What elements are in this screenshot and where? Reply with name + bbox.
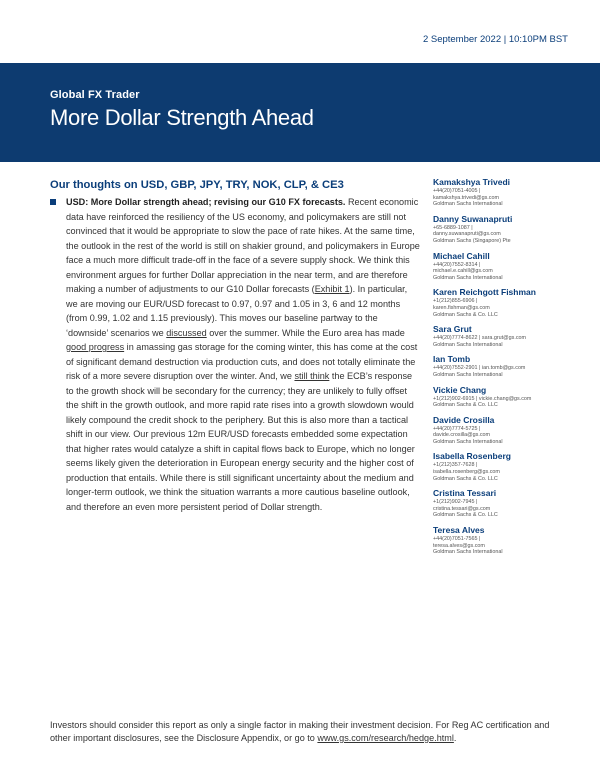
body-text: over the summer. While the Euro area has made xyxy=(206,327,405,338)
author-phone: +65-6889-1087 | xyxy=(433,224,473,231)
footer-end: . xyxy=(453,733,457,743)
author-name: Isabella Rosenberg xyxy=(433,451,511,462)
author-contact[interactable]: +44(20)7774-8622 | sara.grut@gs.com xyxy=(433,335,527,342)
author-entry xyxy=(433,415,593,446)
author-firm: Goldman Sachs & Co. LLC xyxy=(433,311,498,318)
author-name: Ian Tomb xyxy=(433,354,471,365)
author-firm: Goldman Sachs International xyxy=(433,274,503,281)
author-firm: Goldman Sachs International xyxy=(433,371,503,378)
author-email[interactable]: davide.crosilla@gs.com xyxy=(433,432,491,439)
author-name: Teresa Alves xyxy=(433,525,485,536)
author-firm: Goldman Sachs (Singapore) Pte xyxy=(433,237,511,244)
discussed-link[interactable]: discussed xyxy=(166,327,207,338)
author-name: Davide Crosilla xyxy=(433,414,495,425)
author-name: Michael Cahill xyxy=(433,250,490,261)
author-name: Cristina Tessari xyxy=(433,488,497,499)
author-entry xyxy=(433,385,593,409)
publication-series: Global FX Trader xyxy=(50,89,140,101)
author-entry xyxy=(433,324,593,348)
author-firm: Goldman Sachs International xyxy=(433,549,503,556)
good-progress-link[interactable]: good progress xyxy=(66,342,125,352)
author-contact[interactable]: +1(212)902-6915 | vickie.chang@gs.com xyxy=(433,395,532,402)
author-email[interactable]: karen.fishman@gs.com xyxy=(433,304,490,311)
report-title: More Dollar Strength Ahead xyxy=(50,105,314,130)
author-entry xyxy=(433,214,593,245)
author-firm: Goldman Sachs International xyxy=(433,438,503,445)
author-email[interactable]: danny.suwanapruti@gs.com xyxy=(433,231,501,238)
body-text: the ECB’s response to the growth shock will be secondary for the currency; they are unlikely to fully offset the shift in the growth outlook, and more rapid rate rises into a growth slowdown would likely compound the credit shock to the periphery. But this is also more than a tactical shift in our view. Our previous 12m EUR/USD forecasts embedded some expectation that higher rates would catalyze a shift in capital flows back to Europe, which no longer seems likely given the deterioration in European energy security and the higher cost of production that entails. While there is still significant uncertainty about the medium and longer-term outlook, we think the situation warrants a more cautious baseline outlook, and therefore an even more persistent period of Dollar strength. xyxy=(66,371,415,512)
author-firm: Goldman Sachs International xyxy=(433,341,503,348)
bullet-square-icon xyxy=(50,199,56,205)
author-entry xyxy=(433,451,593,482)
author-firm: Goldman Sachs International xyxy=(433,201,503,208)
author-name: Danny Suwanapruti xyxy=(433,213,513,224)
author-firm: Goldman Sachs & Co. LLC xyxy=(433,512,498,519)
author-entry xyxy=(433,354,593,378)
author-entry xyxy=(433,525,593,556)
author-entry xyxy=(433,251,593,282)
author-name: Sara Grut xyxy=(433,324,472,335)
author-phone: +44(20)7552-8314 | xyxy=(433,261,481,268)
author-name: Vickie Chang xyxy=(433,384,487,395)
report-date: 2 September 2022 | 10:10PM BST xyxy=(422,34,568,45)
footer-text: Investors should consider this report as only a single factor in making their investment decision. For Reg AC certification and other important disclosures, see the Disclosure Appendix, or go to xyxy=(50,720,550,743)
body-text: Recent economic data have reinforced the resiliency of the US economy, and policymakers are still not convinced that it would be appropriate to slow the pace of rate hikes. At the same time, the outlook in the rest of the world is still on shakier ground, and policymakers in Europe face a much more difficult trade-off in the face of a severe supply shock. We think this environment argues for further Dollar appreciation in the near term, and are therefore making a number of adjustments to our G10 Dollar forecasts ( xyxy=(66,197,420,294)
author-entry xyxy=(433,177,593,208)
disclosure-footer xyxy=(50,719,560,745)
author-email[interactable]: cristina.tessari@gs.com xyxy=(433,505,491,512)
section-heading: Our thoughts on USD, GBP, JPY, TRY, NOK, CLP, & CE3 xyxy=(50,179,344,191)
author-name: Kamakshya Trivedi xyxy=(433,177,511,187)
usd-bullet xyxy=(50,195,420,514)
body-text: ). In particular, we are moving our EUR/USD forecast to 0.97, 0.97 and 1.05 in 3, 6 and 12 months (from 0.99, 1.02 and 1.15 previously). This moves our baseline partway to the ‘downside’ scenarios we xyxy=(66,284,408,338)
author-phone: +44(20)7774-5725 | xyxy=(433,425,481,432)
author-contact[interactable]: +44(20)7552-2901 | ian.tomb@gs.com xyxy=(433,365,526,372)
author-email[interactable]: kamakshya.trivedi@gs.com xyxy=(433,194,499,201)
still-think-link[interactable]: still think xyxy=(294,371,330,381)
disclosure-link[interactable]: www.gs.com/research/hedge.html xyxy=(317,733,454,743)
author-firm: Goldman Sachs & Co. LLC xyxy=(433,402,498,409)
main-column xyxy=(50,179,420,514)
author-phone: +1(212)855-6906 | xyxy=(433,298,478,305)
author-email[interactable]: teresa.alves@gs.com xyxy=(433,542,485,549)
author-name: Karen Reichgott Fishman xyxy=(433,287,536,298)
exhibit-1-link[interactable]: Exhibit 1 xyxy=(314,284,350,294)
body-text: in amassing gas storage for the coming winter, this has come at the cost of significant demand destruction via production cuts, and does not totally eliminate the risk of a more severe disruption over the winter. And, we xyxy=(66,342,418,381)
author-phone: +1(212)357-7628 | xyxy=(433,462,478,469)
title-banner xyxy=(0,63,600,162)
author-email[interactable]: isabella.rosenberg@gs.com xyxy=(433,469,500,476)
author-firm: Goldman Sachs & Co. LLC xyxy=(433,475,498,482)
author-phone: +1(212)902-7945 | xyxy=(433,499,478,506)
author-phone: +44(20)7051-7565 | xyxy=(433,536,481,543)
author-email[interactable]: michael.e.cahill@gs.com xyxy=(433,268,493,275)
author-list xyxy=(433,177,593,562)
bullet-lead: USD: More Dollar strength ahead; revising our G10 FX forecasts. xyxy=(66,197,346,207)
author-entry xyxy=(433,287,593,318)
author-phone: +44(20)7051-4005 | xyxy=(433,188,481,194)
author-entry xyxy=(433,488,593,519)
